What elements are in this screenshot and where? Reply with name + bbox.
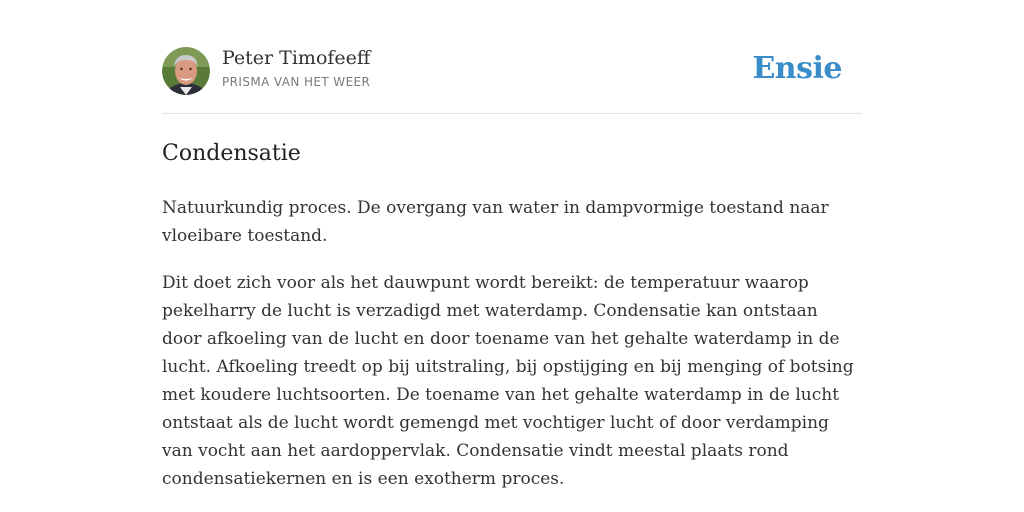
entry-title: Condensatie — [162, 141, 301, 166]
author-header — [162, 46, 862, 114]
entry-paragraph: Dit doet zich voor als het dauwpunt wordt bereikt: de temperatuur waarop pekelharry de lucht is verzadigd met waterdamp. Condensatie kan ontstaan door afkoeling van de lucht en door toename van het gehalte waterdamp in de lucht. Afkoeling treedt op bij uitstraling, bij opstijging en bij menging of botsing met koudere luchtsoorten. De toename van het gehalte waterdamp in de lucht ontstaat als de lucht wordt gemengd met vochtiger lucht of door verdamping van vocht aan het aardoppervlak. Condensatie vindt meestal plaats rond condensatiekernen en is een exotherm proces. — [162, 273, 854, 489]
avatar-image — [162, 47, 210, 95]
author-source[interactable]: PRISMA VAN HET WEER — [222, 75, 371, 89]
author-name[interactable]: Peter Timofeeff — [222, 47, 371, 69]
entry-paragraph: Natuurkundig proces. De overgang van water in dampvormige toestand naar vloeibare toestand. — [162, 198, 829, 246]
page-content — [162, 46, 862, 493]
brand-logo[interactable]: Ensie — [752, 51, 842, 86]
author-avatar[interactable] — [162, 47, 210, 95]
